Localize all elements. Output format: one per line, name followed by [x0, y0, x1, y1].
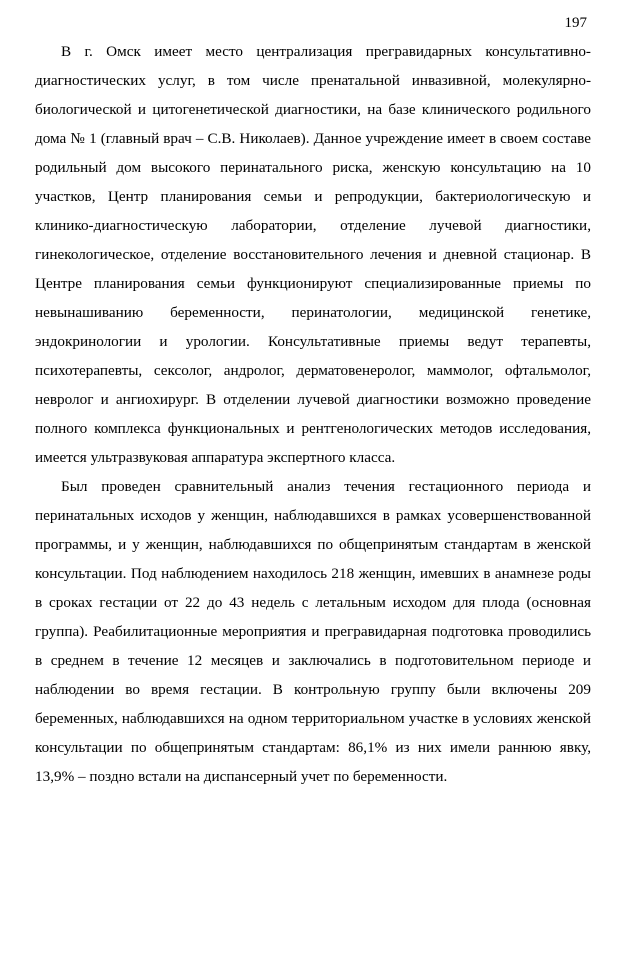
paragraph-1: В г. Омск имеет место централизация прегравидарных консультативно-диагностических услуг, в том числе пренатальной инвазивной, молекулярно-биологической и цитогенетической диагностики, на базе клинического родильного дома № 1 (главный врач – С.В. Николаев). Данное учреждение имеет в своем составе родильный дом высокого перинатального риска, женскую консультацию на 10 участков, Центр планирования семьи и репродукции, бактериологическую и клинико-диагностическую лаборатории, отделение лучевой диагностики, гинекологическое, отделение восстановительного лечения и дневной стационар. В Центре планирования семьи функционируют специализированные приемы по невынашиванию беременности, перинатологии, медицинской генетике, эндокринологии и урологии. Консультативные приемы ведут терапевты, психотерапевты, сексолог, андролог, дерматовенеролог, маммолог, офтальмолог, невролог и ангиохирург. В отделении лучевой диагностики возможно проведение полного комплекса функциональных и рентгенологических методов исследования, имеется ультразвуковая аппаратура экспертного класса.	[35, 43, 591, 466]
paragraph-2: Был проведен сравнительный анализ течения гестационного периода и перинатальных исходов у женщин, наблюдавшихся в рамках усовершенствованной программы, и у женщин, наблюдавшихся по общепринятым стандартам в женской консультации. Под наблюдением находилось 218 женщин, имевших в анамнезе роды в сроках гестации от 22 до 43 недель с летальным исходом для плода (основная группа). Реабилитационные мероприятия и прегравидарная подготовка проводились в среднем в течение 12 месяцев и заключались в подготовительном периоде и наблюдении во время гестации. В контрольную группу были включены 209 беременных, наблюдавшихся на одном территориальном участке в условиях женской консультации по общепринятым стандартам: 86,1% из них имели раннюю явку, 13,9% – поздно встали на диспансерный учет по беременности.	[35, 478, 591, 785]
page-number: 197	[564, 15, 587, 31]
document-body	[35, 37, 591, 791]
